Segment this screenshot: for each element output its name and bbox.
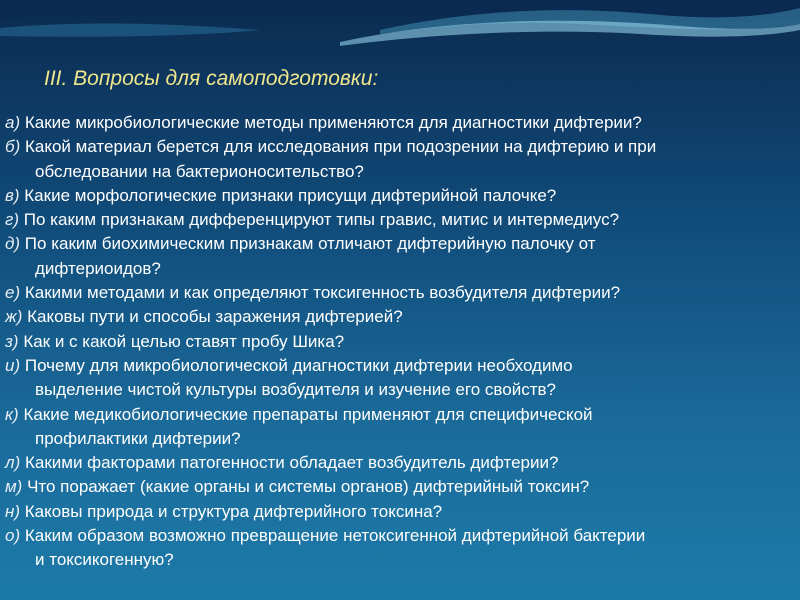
- question-marker: ж): [5, 307, 23, 327]
- question-text-line: Как и с какой целью ставят пробу Шика?: [23, 331, 345, 351]
- questions-list: [5, 111, 797, 573]
- slide-title: III. Вопросы для самоподготовки:: [44, 67, 379, 90]
- question-marker: л): [5, 453, 21, 473]
- question-marker: е): [5, 283, 21, 303]
- question-item: [5, 330, 797, 354]
- question-marker: к): [5, 404, 19, 424]
- question-item: [5, 451, 797, 475]
- question-marker: г): [5, 210, 20, 230]
- question-text-line: Какими факторами патогенности обладает возбудитель дифтерии?: [24, 453, 559, 473]
- question-item: [5, 305, 797, 329]
- question-marker: о): [5, 526, 21, 546]
- question-item: [5, 208, 797, 232]
- question-item: [5, 500, 797, 524]
- question-text-line: и токсикогенную?: [35, 550, 174, 570]
- question-text-line: По каким биохимическим признакам отличают дифтерийную палочку от: [24, 234, 596, 254]
- question-marker: в): [5, 185, 20, 205]
- question-marker: д): [5, 234, 21, 254]
- question-text-line: Какой материал берется для исследования при подозрении на дифтерию и при: [24, 137, 657, 157]
- question-item: [5, 281, 797, 305]
- question-item: [5, 403, 797, 452]
- question-marker: б): [5, 137, 21, 157]
- question-text-line: дифтериоидов?: [35, 258, 161, 278]
- question-text-line: выделение чистой культуры возбудителя и изучение его свойств?: [35, 380, 556, 400]
- question-item: [5, 135, 797, 184]
- question-marker: н): [5, 501, 21, 521]
- question-text-line: Каким образом возможно превращение нетоксигенной дифтерийной бактерии: [24, 526, 646, 546]
- question-text-line: Какие морфологические признаки присущи дифтерийной палочке?: [24, 185, 557, 205]
- question-text-line: По каким признакам дифференцируют типы гравис, митис и интермедиус?: [23, 210, 620, 230]
- question-marker: з): [5, 331, 19, 351]
- question-text-line: Каковы природа и структура дифтерийного токсина?: [24, 501, 443, 521]
- question-text-line: обследовании на бактерионосительство?: [35, 161, 364, 181]
- question-marker: м): [5, 477, 23, 497]
- question-text-line: Каковы пути и способы заражения дифтерией?: [27, 307, 403, 327]
- question-text-line: Что поражает (какие органы и системы органов) дифтерийный токсин?: [27, 477, 590, 497]
- question-text-line: Какие микробиологические методы применяются для диагностики дифтерии?: [24, 113, 642, 132]
- question-item: [5, 524, 797, 573]
- question-text-line: Какие медикобиологические препараты применяют для специфической: [23, 404, 593, 424]
- question-text-line: профилактики дифтерии?: [35, 428, 241, 448]
- question-marker: и): [5, 355, 21, 375]
- question-item: [5, 354, 797, 403]
- question-item: [5, 232, 797, 281]
- question-item: [5, 184, 797, 208]
- question-item: [5, 475, 797, 499]
- question-text-line: Какими методами и как определяют токсигенность возбудителя дифтерии?: [24, 283, 621, 303]
- question-marker: а): [5, 113, 21, 132]
- question-item: [5, 111, 797, 135]
- question-text-line: Почему для микробиологической диагностики дифтерии необходимо: [24, 355, 573, 375]
